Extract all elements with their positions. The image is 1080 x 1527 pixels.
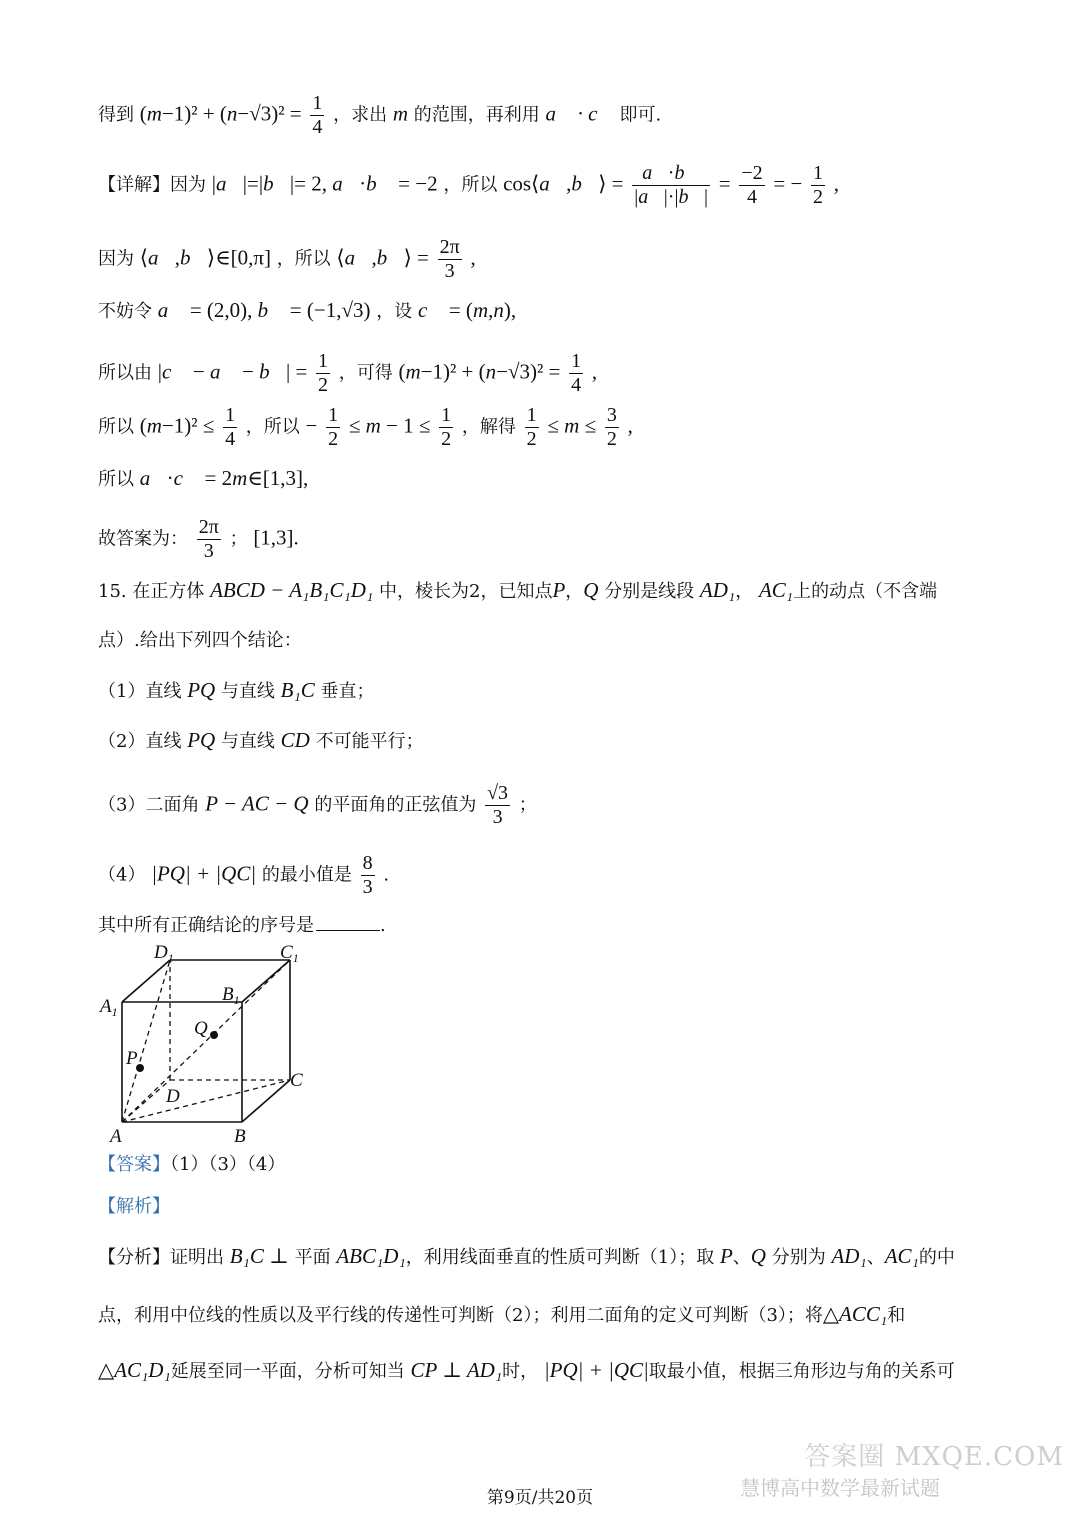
label-b1: $B_1$: [222, 984, 240, 1007]
diag-ac1: [122, 960, 290, 1122]
formula: Q: [750, 1244, 766, 1268]
detail-line-5: [98, 404, 633, 451]
formula: P: [552, 578, 566, 602]
formula: (m−1)² ≤: [139, 413, 215, 438]
text: 与直线: [220, 731, 275, 752]
formula: PQ: [187, 728, 216, 752]
watermark-text: 慧博高中数学最新试题: [740, 1476, 940, 1500]
point-q: [210, 1031, 218, 1039]
label-d1: $D_1$: [154, 942, 174, 965]
text: 故答案为：: [98, 528, 188, 550]
text: 时，: [502, 1361, 539, 1382]
formula: △AC₁D₁: [98, 1358, 171, 1382]
text: ；: [229, 528, 248, 550]
formula: |a⃗|=|b⃗|= 2, a⃗·b⃗ = −2: [211, 171, 438, 196]
text: 、: [866, 1247, 885, 1268]
text: 证明出: [170, 1247, 224, 1268]
fraction: $\frac{3}{2}$: [606, 404, 617, 450]
text: .: [380, 915, 386, 936]
fraction: $\frac{1}{4}$: [225, 404, 236, 450]
text: 取最小值，根据三角形边与角的关系可: [648, 1361, 955, 1382]
text: 其中所有正确结论的序号是: [98, 915, 314, 936]
text: 平面: [294, 1247, 331, 1268]
detail-line-6: [98, 468, 308, 489]
analysis-line-1: [98, 1246, 955, 1267]
formula: P − AC − Q: [205, 791, 309, 816]
analysis-heading: 【解析】: [98, 1196, 170, 1217]
text: 分别是线段: [604, 581, 695, 602]
label-q: Q: [194, 1018, 208, 1039]
analysis-tag: 【分析】: [98, 1247, 170, 1268]
conclusion-3: [98, 782, 537, 829]
formula: B₁C: [280, 678, 315, 702]
text: 所以: [98, 469, 134, 490]
text: （1）直线: [98, 681, 182, 702]
formula: ABC₁D₁: [336, 1244, 406, 1268]
answer-blank: [316, 916, 380, 931]
fraction: $\frac{8}{3}$: [362, 852, 373, 898]
formula: =: [718, 171, 731, 196]
formula: ,: [510, 298, 517, 322]
text: 的中: [918, 1247, 955, 1268]
edge-a1d1: [122, 960, 170, 1002]
formula: ABCD − A₁B₁C₁D₁: [210, 578, 374, 602]
text: 与直线: [220, 681, 275, 702]
formula: c⃗ = (m,n): [417, 298, 511, 322]
formula: ≤ m ≤: [547, 413, 597, 438]
fraction: $\frac{1}{2}$: [441, 404, 452, 450]
fraction: $\frac{2\pi}{3}$: [439, 236, 460, 282]
text: 不可能平行；: [315, 731, 424, 752]
fraction: $\frac{2\pi}{3}$: [198, 516, 219, 562]
fraction: $\frac{1}{4}$: [312, 92, 323, 138]
text: （4）: [98, 864, 146, 886]
text: 所以由: [98, 362, 152, 384]
detail-line-1: [98, 162, 839, 209]
text: 的范围，再利用: [413, 104, 540, 126]
fraction: $\frac{1}{2}$: [813, 162, 824, 208]
text: ，求出: [333, 104, 388, 126]
formula: PQ: [187, 678, 216, 702]
text: 的最小值是: [261, 864, 352, 886]
formula: ,: [470, 245, 476, 270]
fraction: $\frac{-2}{4}$: [741, 162, 763, 208]
text: 即可.: [619, 104, 662, 126]
text: ，所以: [245, 416, 300, 438]
formula: −: [305, 413, 318, 438]
formula: ,: [627, 413, 633, 438]
formula: a⃗ · c⃗: [545, 101, 614, 126]
text: 得到: [98, 104, 134, 126]
text: 上的动点（不含端: [793, 581, 938, 602]
text: 和: [887, 1305, 906, 1326]
analysis-line-2: [98, 1304, 905, 1325]
conclusion-4: [98, 852, 389, 899]
formula: AD₁: [831, 1244, 867, 1268]
text: 点）.给出下列四个结论：: [98, 630, 302, 651]
formula: ⟨a⃗,b⃗⟩ =: [336, 245, 429, 270]
detail-tag: 【详解】: [98, 174, 170, 196]
text: .: [383, 864, 390, 886]
fraction: $\frac{1}{2}$: [526, 404, 537, 450]
formula: |c⃗ − a⃗ − b⃗| =: [157, 359, 308, 384]
label-c: C: [290, 1070, 303, 1091]
formula: [1,3].: [253, 525, 299, 550]
detail-line-2: [98, 236, 476, 283]
watermark-logo: 答案圈 MXQE.COM: [804, 1442, 1064, 1472]
answer-value: （1）（3）（4）: [170, 1154, 286, 1175]
analysis-line-3: [98, 1360, 955, 1381]
text: ；: [518, 794, 537, 816]
formula: (m−1)² + (n−√3)² =: [139, 101, 302, 126]
formula: ,: [833, 171, 840, 196]
text: 因为: [98, 248, 134, 270]
text: ，所以: [276, 248, 331, 270]
answer-line: [98, 1156, 285, 1174]
fraction: $\frac{√3}{3}$: [487, 782, 509, 828]
conclusion-1: [98, 680, 375, 701]
label-c1: $C_1$: [280, 942, 299, 965]
formula: (m−1)² + (n−√3)² =: [398, 359, 561, 384]
cube-figure: [92, 940, 322, 1150]
formula: CD: [280, 728, 310, 752]
text: 所以: [98, 416, 134, 438]
formula: ⟨a⃗,b⃗⟩∈[0,π]: [139, 245, 271, 270]
text: ，可得: [338, 362, 393, 384]
formula: a⃗·c⃗ = 2m∈[1,3],: [139, 466, 309, 490]
label-b: B: [234, 1126, 246, 1147]
text: 点，利用中位线的性质以及平行线的传递性可判断（2）；利用二面角的定义可判断（3）；将: [98, 1305, 823, 1326]
formula: B₁C ⊥: [229, 1244, 289, 1268]
fraction: $\frac{1}{2}$: [318, 350, 329, 396]
formula: AD₁: [699, 578, 736, 602]
formula: ≤ m − 1 ≤: [348, 413, 431, 438]
text: 中，棱长为2，已知点: [379, 581, 553, 602]
fraction: $\frac{a⃗\cdot b⃗}{|a⃗|\cdot|b⃗|}$: [634, 162, 709, 208]
formula: = −: [773, 171, 803, 196]
formula: △ACC₁: [822, 1302, 888, 1326]
fraction: $\frac{1}{4}$: [571, 350, 582, 396]
text: 的平面角的正弦值为: [314, 794, 477, 816]
diag-ad1: [122, 960, 170, 1122]
formula: |PQ| + |QC|: [543, 1358, 649, 1382]
problem-stem-line-2: [98, 632, 302, 650]
formula: AC₁: [758, 578, 794, 602]
detail-line-3: [98, 300, 516, 321]
formula: AC₁: [884, 1244, 919, 1268]
problem-number: 15.: [98, 581, 127, 602]
edge-b1c1: [242, 960, 290, 1002]
page-footer: 第9页/共20页: [486, 1488, 594, 1508]
text: ，解得: [461, 416, 516, 438]
text: 分别为: [771, 1247, 826, 1268]
formula: cos⟨a⃗,b⃗⟩ =: [503, 171, 624, 196]
text: 在正方体: [132, 581, 205, 602]
detail-line-7: [98, 516, 299, 563]
problem-stem-line-1: 15. 在正方体 ABCD − A₁B₁C₁D₁ 中，棱长为2，已知点P，Q 分别是线段 AD₁， AC₁上的动点（不含端: [98, 578, 938, 602]
formula: |PQ| + |QC|: [151, 861, 257, 886]
fraction: $\frac{1}{2}$: [328, 404, 339, 450]
answer-tag: 【答案】: [98, 1154, 170, 1175]
text: 因为: [170, 174, 206, 196]
formula: CP ⊥ AD₁: [410, 1358, 503, 1382]
formula: Q: [583, 578, 599, 602]
text: ，所以: [443, 174, 498, 196]
label-a1: $A_1$: [100, 996, 118, 1019]
text: ，设: [376, 301, 413, 322]
formula: m: [392, 101, 409, 126]
label-a: A: [110, 1126, 122, 1147]
label-d: D: [166, 1086, 180, 1107]
text: （2）直线: [98, 731, 182, 752]
text: ，利用线面垂直的性质可判断（1）；取: [405, 1247, 715, 1268]
detail-line-4: [98, 350, 597, 397]
formula: ,: [591, 359, 598, 384]
prev-analysis-line: [98, 92, 661, 139]
text: 、: [732, 1247, 751, 1268]
text: 不妨令: [98, 301, 152, 322]
question-prompt: [98, 916, 386, 935]
conclusion-2: [98, 730, 424, 751]
formula: a⃗ = (2,0), b⃗ = (−1,√3): [157, 298, 371, 322]
label-p: P: [126, 1048, 138, 1069]
text: 垂直；: [320, 681, 375, 702]
formula: P: [719, 1244, 733, 1268]
text: （3）二面角: [98, 794, 200, 816]
text: 延展至同一平面，分析可知当: [170, 1361, 405, 1382]
